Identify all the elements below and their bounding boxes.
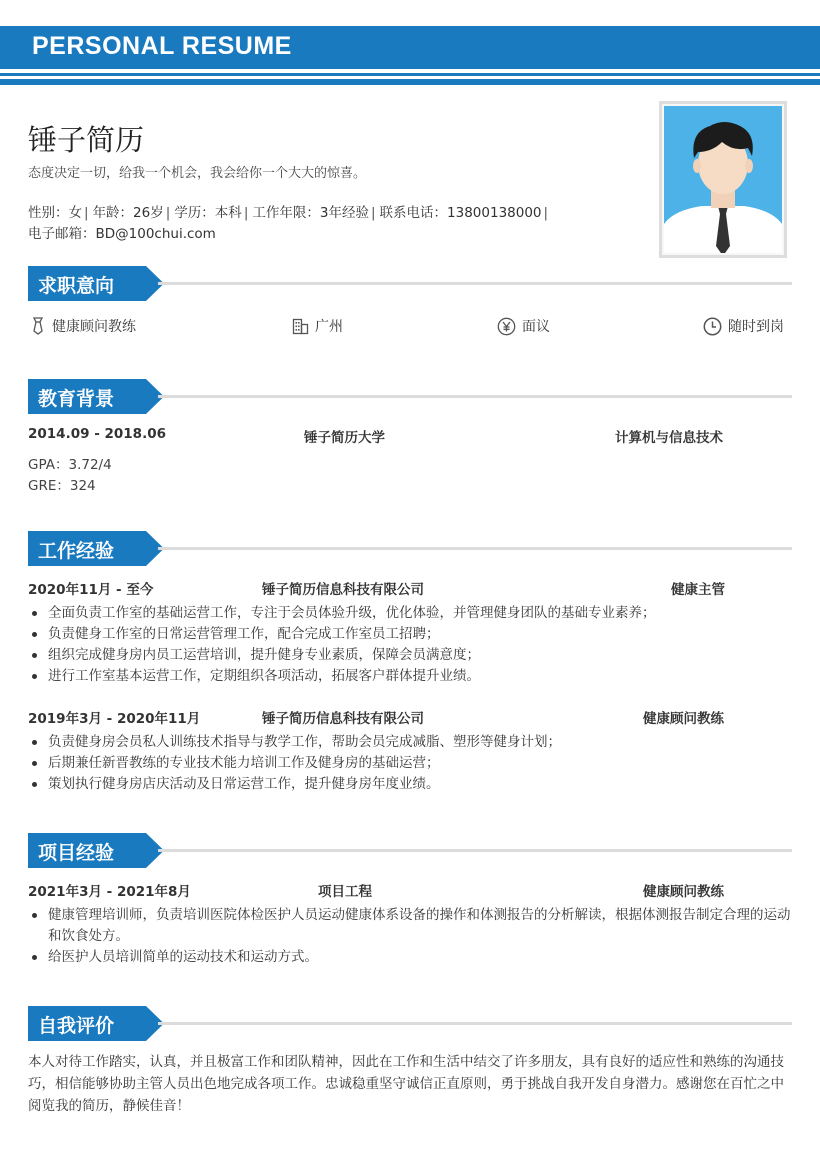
work-company: 锤子简历信息科技有限公司 <box>262 582 424 598</box>
info-phone: 联系电话：13800138000 <box>379 205 542 221</box>
yen-icon <box>497 317 516 336</box>
section-divider <box>158 1022 792 1025</box>
info-experience: 工作年限：3年经验 <box>252 205 369 221</box>
project-duties <box>32 905 794 968</box>
section-header-project <box>28 833 792 868</box>
section-title: 教育背景 <box>38 388 115 410</box>
profile-motto: 态度决定一切，给我一个机会，我会给你一个大大的惊喜。 <box>28 166 367 181</box>
work-duties <box>32 732 794 795</box>
banner-title: PERSONAL RESUME <box>32 32 292 60</box>
section-divider <box>158 395 792 398</box>
self-evaluation: 本人对待工作踏实，认真，并且极富工作和团队精神，因此在工作和生活中结交了许多朋友，具有良好的适应性和熟练的沟通技巧，相信能够协助主管人员出色地完成各项工作。忠诚稳重坚守诚信正直原则，勇于挑战自我开发自身潜力。感谢您在百忙之中阅览我的简历，静候佳音！ <box>28 1054 784 1114</box>
section-header-education <box>28 379 792 414</box>
education-school: 锤子简历大学 <box>304 430 385 446</box>
education-period: 2014.09 - 2018.06 <box>28 426 166 442</box>
clock-icon <box>703 317 722 336</box>
section-divider <box>158 849 792 852</box>
profile-name: 锤子简历 <box>28 123 145 157</box>
intent-availability <box>703 316 784 336</box>
section-divider <box>158 282 792 285</box>
building-icon <box>292 318 309 335</box>
work-role: 健康顾问教练 <box>643 711 724 727</box>
section-header-work <box>28 531 792 566</box>
project-name: 项目工程 <box>318 884 372 900</box>
banner-divider <box>0 79 820 85</box>
intent-city-label: 广州 <box>315 319 343 335</box>
section-header-intent <box>28 266 792 301</box>
list-item: 全面负责工作室的基础运营工作，专注于会员体验升级，优化体验，并管理健身团队的基础专业素养； <box>32 603 794 624</box>
education-gre: GRE：324 <box>28 478 96 494</box>
work-duties <box>32 603 794 687</box>
intent-salary-label: 面议 <box>522 319 550 335</box>
info-age: 年龄：26岁 <box>92 205 164 221</box>
list-item: 进行工作室基本运营工作，定期组织各项活动，拓展客户群体提升业绩。 <box>32 666 794 687</box>
section-header-self <box>28 1006 792 1041</box>
header-banner <box>0 26 820 69</box>
profile-email: 电子邮箱：BD@100chui.com <box>28 226 216 242</box>
work-period: 2019年3月 - 2020年11月 <box>28 711 201 727</box>
work-period: 2020年11月 - 至今 <box>28 582 154 598</box>
section-title: 工作经验 <box>38 540 115 562</box>
list-item: 负责健身房会员私人训练技术指导与教学工作，帮助会员完成减脂、塑形等健身计划； <box>32 732 794 753</box>
avatar-illustration <box>664 106 782 253</box>
tie-icon <box>30 317 46 335</box>
list-item: 给医护人员培训简单的运动技术和运动方式。 <box>32 947 794 968</box>
intent-availability-label: 随时到岗 <box>728 319 784 335</box>
intent-city <box>292 316 343 336</box>
avatar <box>659 101 787 258</box>
intent-position <box>30 316 136 336</box>
section-title: 项目经验 <box>38 842 115 864</box>
list-item: 策划执行健身房店庆活动及日常运营工作，提升健身房年度业绩。 <box>32 774 794 795</box>
work-role: 健康主管 <box>671 582 725 598</box>
list-item: 后期兼任新晋教练的专业技术能力培训工作及健身房的基础运营； <box>32 753 794 774</box>
project-role: 健康顾问教练 <box>643 884 724 900</box>
work-company: 锤子简历信息科技有限公司 <box>262 711 424 727</box>
section-divider <box>158 547 792 550</box>
intent-salary <box>497 316 550 336</box>
section-title: 自我评价 <box>38 1015 115 1037</box>
banner-divider <box>0 73 820 76</box>
project-period: 2021年3月 - 2021年8月 <box>28 884 191 900</box>
education-major: 计算机与信息技术 <box>615 430 723 446</box>
info-gender: 性别：女 <box>28 205 82 221</box>
list-item: 组织完成健身房内员工运营培训，提升健身专业素质，保障会员满意度； <box>32 645 794 666</box>
intent-position-label: 健康顾问教练 <box>52 319 136 335</box>
info-degree: 学历：本科 <box>174 205 242 221</box>
education-gpa: GPA：3.72/4 <box>28 457 112 473</box>
profile-info: 性别：女 | 年龄：26岁 | 学历：本科 | 工作年限：3年经验 | 联系电话：13800138000 | <box>28 205 549 221</box>
list-item: 健康管理培训师，负责培训医院体检医护人员运动健康体系设备的操作和体测报告的分析解读，根据体测报告制定合理的运动和饮食处方。 <box>32 905 794 947</box>
section-title: 求职意向 <box>38 275 115 297</box>
list-item: 负责健身工作室的日常运营管理工作，配合完成工作室员工招聘； <box>32 624 794 645</box>
